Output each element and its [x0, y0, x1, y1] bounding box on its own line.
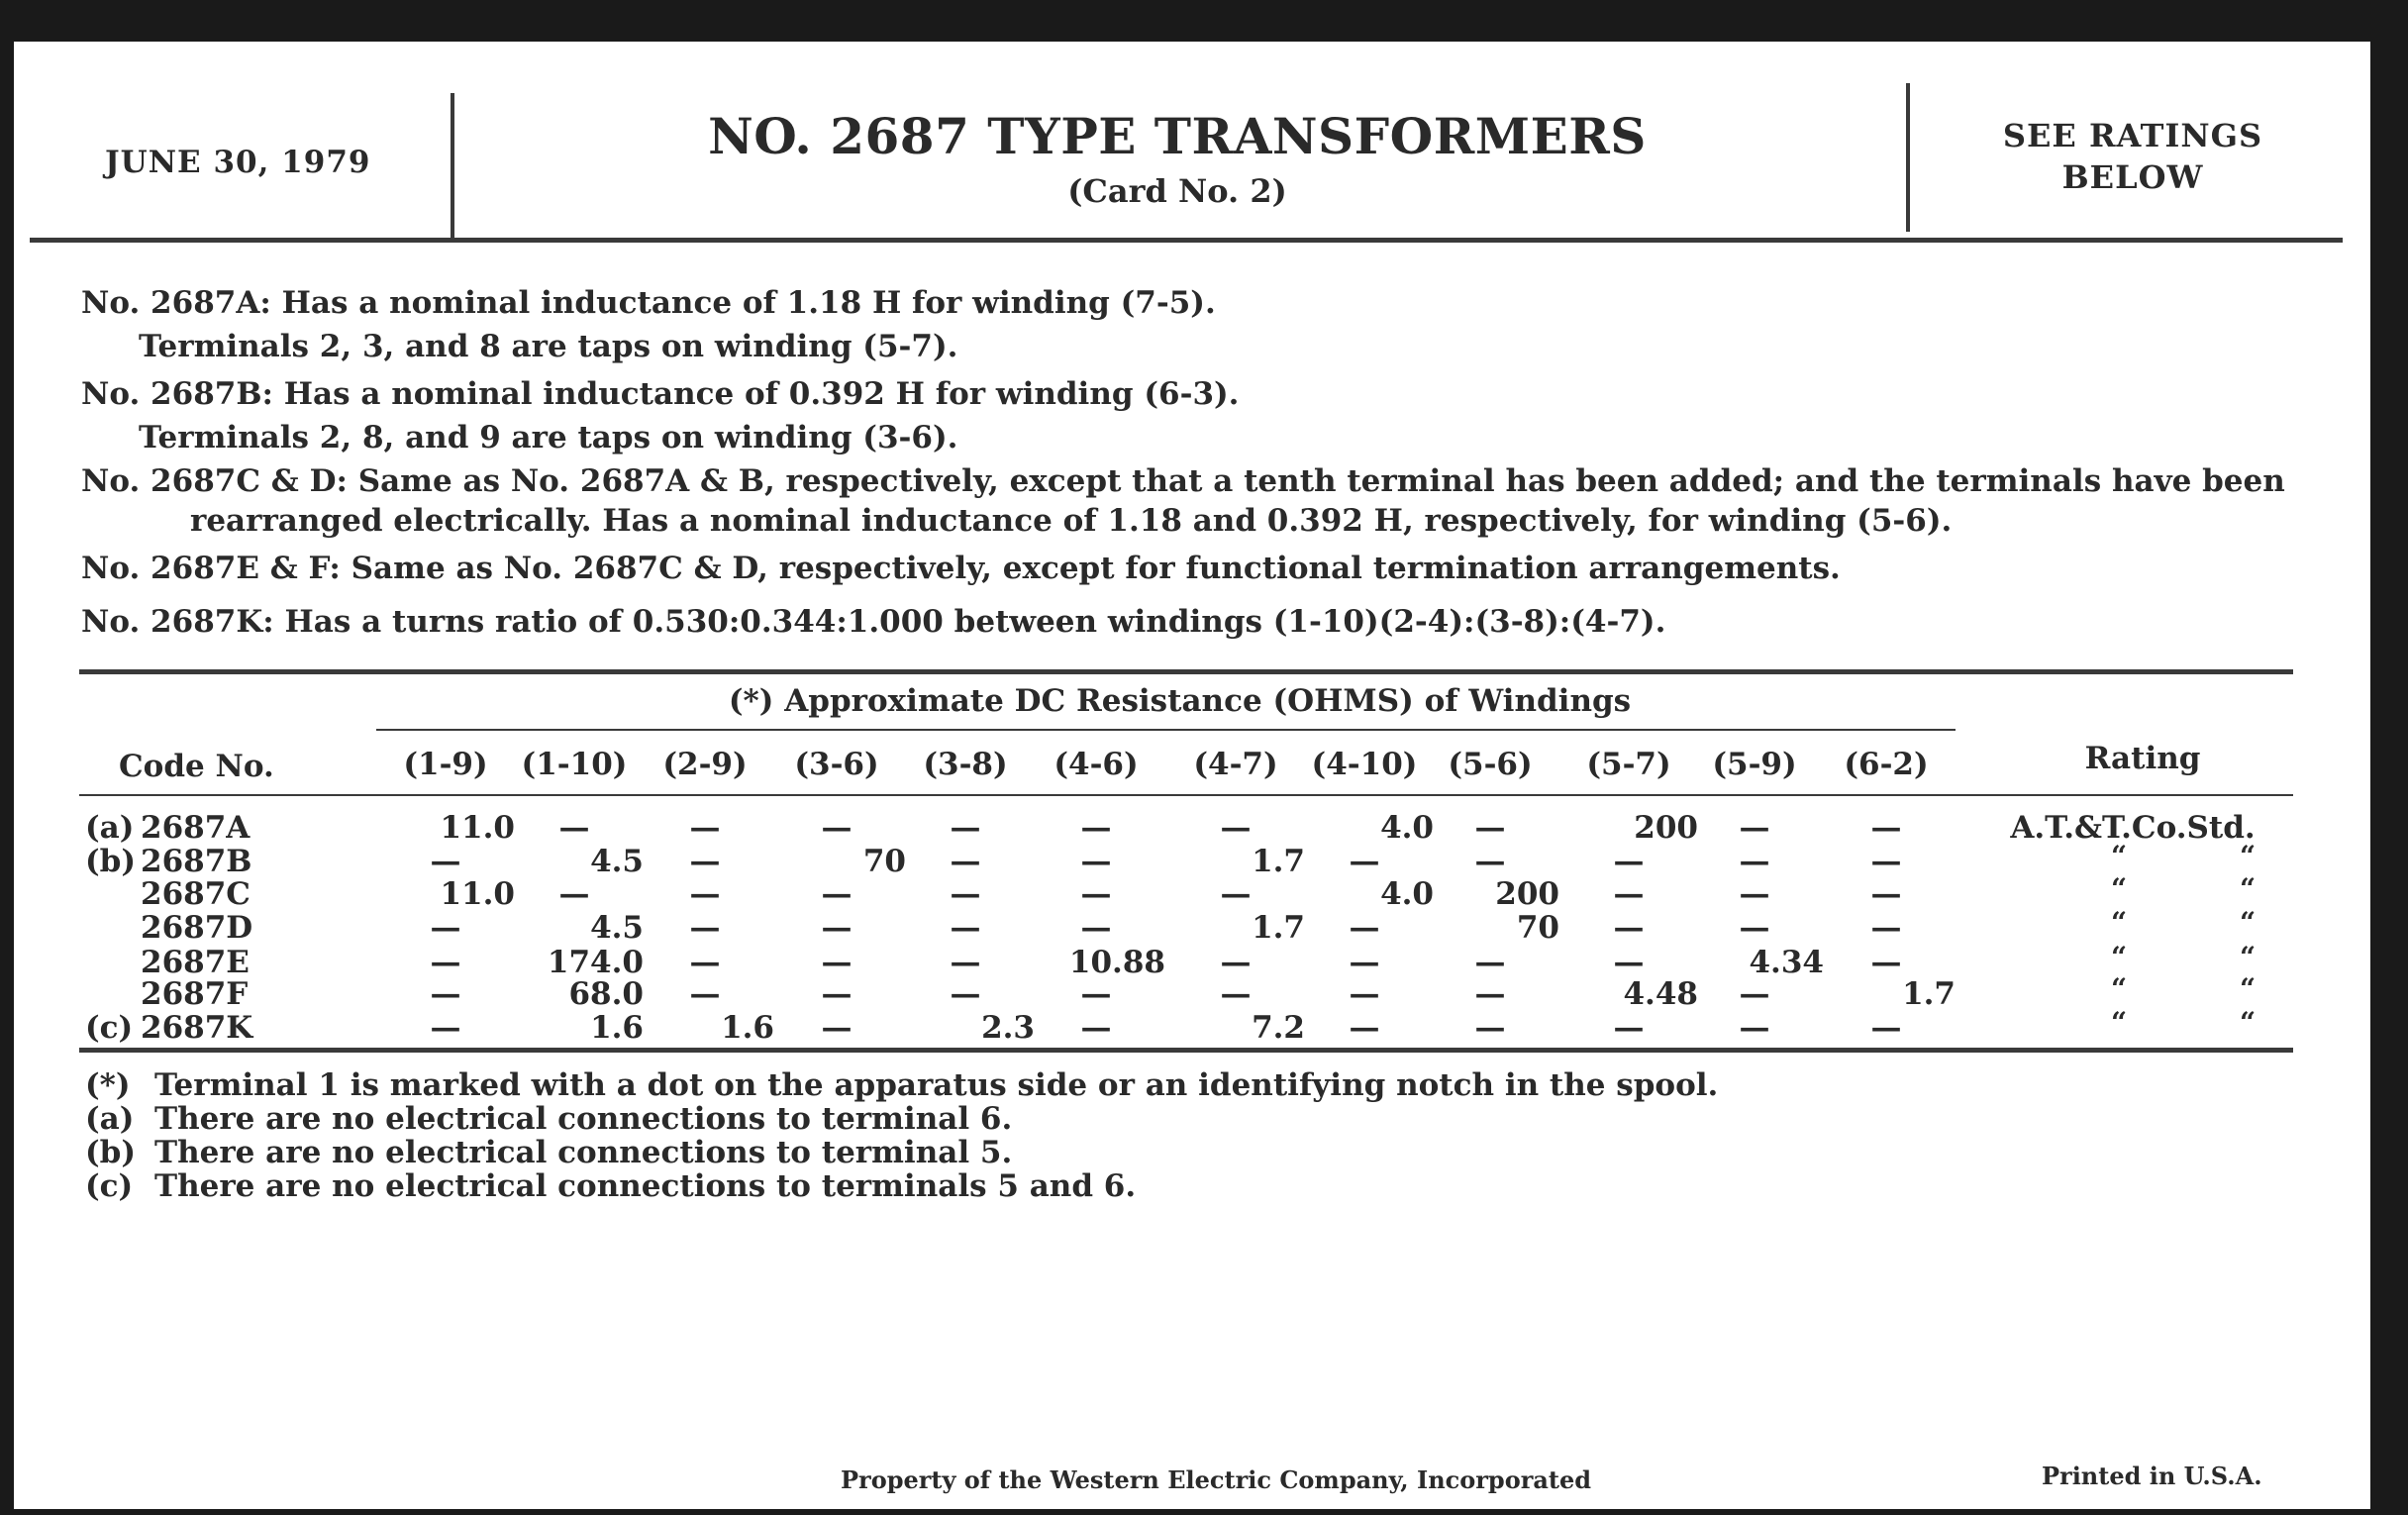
ditto-mark: “	[2111, 872, 2128, 905]
resistance-cell: —	[1739, 1010, 1770, 1046]
resistance-cell: —	[950, 910, 981, 946]
ditto-mark: “	[2240, 941, 2257, 973]
card-title: NO. 2687 TYPE TRANSFORMERS	[708, 107, 1647, 165]
col-header-1-9: (1-9)	[403, 747, 488, 782]
resistance-cell: 200	[1495, 876, 1559, 912]
resistance-cell: —	[821, 810, 853, 846]
col-header-5-6: (5-6)	[1448, 747, 1533, 782]
ditto-mark: “	[2111, 972, 2128, 1005]
col-header-4-7: (4-7)	[1193, 747, 1278, 782]
code-cell	[85, 844, 251, 879]
resistance-cell: 70	[1516, 910, 1559, 946]
code-cell	[85, 1010, 252, 1046]
table-row	[14, 1006, 2370, 1046]
rating-cell: A.T.&T.Co.Std.	[2010, 810, 2256, 846]
resistance-cell: —	[1613, 844, 1645, 879]
ditto-mark: “	[2111, 840, 2128, 872]
resistance-cell: —	[558, 810, 590, 846]
table-row	[14, 972, 2370, 1012]
resistance-cell: 4.48	[1623, 976, 1698, 1012]
resistance-cell: —	[1870, 945, 1902, 980]
ditto-mark: “	[2240, 840, 2257, 872]
rating-header: Rating	[2084, 741, 2201, 776]
resistance-cell: —	[430, 844, 461, 879]
footnote-text: There are no electrical connections to terminal 6.	[154, 1101, 1013, 1137]
col-header-5-9: (5-9)	[1712, 747, 1797, 782]
resistance-cell: —	[430, 945, 461, 980]
resistance-cell: —	[950, 876, 981, 912]
resistance-cell: —	[1613, 1010, 1645, 1046]
col-header-4-6: (4-6)	[1054, 747, 1139, 782]
resistance-cell: —	[1349, 945, 1380, 980]
table-top-rule	[79, 669, 2293, 674]
footnote-mark: (a)	[85, 1101, 135, 1137]
resistance-cell: —	[430, 910, 461, 946]
footnote-mark: (c)	[85, 1168, 134, 1204]
description-2687a-taps: Terminals 2, 3, and 8 are taps on winding (5-7).	[139, 329, 958, 364]
description-2687k: No. 2687K: Has a turns ratio of 0.530:0.344:1.000 between windings (1-10)(2-4):(3-8):(4-7).	[81, 604, 1666, 640]
table-row	[14, 872, 2370, 912]
resistance-cell: —	[430, 1010, 461, 1046]
ditto-mark: “	[2240, 972, 2257, 1005]
resistance-cell: —	[1349, 1010, 1380, 1046]
code-cell	[85, 810, 250, 846]
resistance-cell: 4.5	[590, 910, 644, 946]
ditto-mark: “	[2240, 872, 2257, 905]
code-value: 2687D	[141, 910, 253, 946]
footnote-text: Terminal 1 is marked with a dot on the apparatus side or an identifying notch in the spool.	[154, 1067, 1719, 1103]
property-notice: Property of the Western Electric Company, Incorporated	[841, 1465, 1592, 1494]
ditto-mark: “	[2240, 906, 2257, 939]
table-row	[14, 906, 2370, 946]
col-header-6-2: (6-2)	[1844, 747, 1929, 782]
code-prefix: (b)	[85, 844, 137, 879]
resistance-cell: —	[1739, 976, 1770, 1012]
resistance-cell: 7.2	[1252, 1010, 1305, 1046]
col-header-3-8: (3-8)	[923, 747, 1008, 782]
transformer-spec-card	[14, 42, 2370, 1509]
resistance-cell: 11.0	[440, 810, 515, 846]
code-value: 2687F	[141, 976, 249, 1012]
resistance-cell: —	[1080, 876, 1112, 912]
resistance-cell: —	[1870, 910, 1902, 946]
code-value: 2687B	[141, 844, 252, 879]
resistance-cell: —	[1220, 810, 1252, 846]
footnote-mark: (b)	[85, 1135, 137, 1170]
resistance-cell: —	[1349, 910, 1380, 946]
resistance-cell: 4.34	[1749, 945, 1824, 980]
resistance-cell: —	[821, 910, 853, 946]
resistance-cell: —	[821, 976, 853, 1012]
footnote-b	[85, 1135, 1012, 1170]
resistance-cell: —	[558, 876, 590, 912]
table-bottom-rule	[79, 1048, 2293, 1053]
code-value: 2687E	[141, 945, 250, 980]
description-2687cd-cont: rearranged electrically. Has a nominal inductance of 1.18 and 0.392 H, respectively, for winding (5-6).	[190, 503, 1953, 539]
col-header-1-10: (1-10)	[521, 747, 628, 782]
resistance-cell: —	[1613, 910, 1645, 946]
code-value: 2687K	[141, 1010, 253, 1046]
resistance-cell: —	[1474, 844, 1506, 879]
description-2687a: No. 2687A: Has a nominal inductance of 1.18 H for winding (7-5).	[81, 285, 1216, 321]
resistance-cell: —	[689, 876, 721, 912]
code-prefix: (c)	[85, 1010, 134, 1046]
resistance-cell: —	[950, 945, 981, 980]
resistance-cell: —	[689, 945, 721, 980]
description-2687b-taps: Terminals 2, 8, and 9 are taps on winding (3-6).	[139, 420, 958, 455]
resistance-cell: 11.0	[440, 876, 515, 912]
code-cell	[85, 876, 251, 912]
resistance-cell: —	[1080, 976, 1112, 1012]
resistance-cell: —	[1080, 1010, 1112, 1046]
card-date: JUNE 30, 1979	[105, 145, 371, 180]
resistance-cell: —	[1349, 976, 1380, 1012]
resistance-cell: —	[689, 810, 721, 846]
description-2687b: No. 2687B: Has a nominal inductance of 0.392 H for winding (6-3).	[81, 376, 1240, 412]
ditto-mark: “	[2240, 1006, 2257, 1039]
resistance-cell: —	[1613, 876, 1645, 912]
ditto-mark: “	[2111, 941, 2128, 973]
resistance-group-header: (*) Approximate DC Resistance (OHMS) of Windings	[728, 683, 1632, 719]
col-header-2-9: (2-9)	[662, 747, 748, 782]
resistance-cell: —	[1870, 810, 1902, 846]
resistance-cell: 2.3	[981, 1010, 1035, 1046]
table-row	[14, 810, 2370, 844]
resistance-cell: 174.0	[547, 945, 644, 980]
group-header-rule	[376, 729, 1956, 731]
resistance-cell: —	[821, 1010, 853, 1046]
header-divider-right	[1906, 83, 1910, 232]
card-subtitle: (Card No. 2)	[1067, 172, 1287, 210]
col-header-4-10: (4-10)	[1311, 747, 1418, 782]
resistance-cell: 4.0	[1380, 876, 1434, 912]
resistance-cell: 10.88	[1068, 945, 1165, 980]
footnote-mark: (*)	[85, 1067, 131, 1103]
resistance-cell: —	[1474, 976, 1506, 1012]
resistance-cell: 1.6	[590, 1010, 644, 1046]
col-header-3-6: (3-6)	[794, 747, 879, 782]
header-rule	[30, 238, 2343, 243]
description-2687ef: No. 2687E & F: Same as No. 2687C & D, respectively, except for functional termination arrangements.	[81, 551, 1841, 586]
resistance-cell: —	[1220, 876, 1252, 912]
resistance-cell: —	[950, 844, 981, 879]
resistance-cell: —	[1474, 810, 1506, 846]
resistance-cell: —	[430, 976, 461, 1012]
resistance-cell: —	[1220, 945, 1252, 980]
code-value: 2687A	[141, 810, 251, 846]
resistance-cell: —	[1870, 876, 1902, 912]
resistance-cell: —	[1349, 844, 1380, 879]
resistance-cell: —	[689, 910, 721, 946]
resistance-cell: 4.5	[590, 844, 644, 879]
footnote-a	[85, 1101, 1012, 1137]
resistance-cell: —	[821, 945, 853, 980]
code-no-header: Code No.	[119, 749, 274, 784]
resistance-cell: —	[950, 810, 981, 846]
resistance-cell: 4.0	[1380, 810, 1434, 846]
resistance-cell: —	[1739, 876, 1770, 912]
resistance-cell: —	[1474, 945, 1506, 980]
resistance-cell: —	[1870, 1010, 1902, 1046]
resistance-cell: —	[1220, 976, 1252, 1012]
resistance-cell: 1.6	[721, 1010, 774, 1046]
printed-notice: Printed in U.S.A.	[2042, 1462, 2262, 1490]
description-2687cd: No. 2687C & D: Same as No. 2687A & B, respectively, except that a tenth terminal has been added; and the terminals have been	[81, 463, 2285, 499]
resistance-cell: —	[821, 876, 853, 912]
code-cell	[85, 910, 252, 946]
resistance-cell: 1.7	[1902, 976, 1956, 1012]
resistance-cell: —	[1870, 844, 1902, 879]
footnote-asterisk	[85, 1067, 1718, 1103]
ditto-mark: “	[2111, 1006, 2128, 1039]
column-header-rule	[79, 794, 2293, 796]
resistance-cell: 70	[862, 844, 906, 879]
footnote-c	[85, 1168, 1136, 1204]
resistance-cell: —	[1613, 945, 1645, 980]
resistance-cell: —	[1080, 910, 1112, 946]
code-value: 2687C	[141, 876, 251, 912]
footnote-text: There are no electrical connections to terminal 5.	[154, 1135, 1013, 1170]
code-prefix: (a)	[85, 810, 135, 846]
resistance-cell: —	[1474, 1010, 1506, 1046]
ratings-note-line2: BELOW	[2061, 158, 2204, 196]
resistance-cell: —	[1739, 810, 1770, 846]
table-row	[14, 941, 2370, 980]
table-row	[14, 840, 2370, 879]
footnote-text: There are no electrical connections to terminals 5 and 6.	[154, 1168, 1137, 1204]
resistance-cell: 200	[1634, 810, 1698, 846]
resistance-cell: 1.7	[1252, 910, 1305, 946]
resistance-cell: —	[1739, 910, 1770, 946]
resistance-cell: —	[1080, 844, 1112, 879]
ditto-mark: “	[2111, 906, 2128, 939]
col-header-5-7: (5-7)	[1586, 747, 1671, 782]
resistance-cell: —	[1739, 844, 1770, 879]
resistance-cell: 1.7	[1252, 844, 1305, 879]
resistance-cell: 68.0	[568, 976, 644, 1012]
resistance-cell: —	[689, 844, 721, 879]
code-cell	[85, 945, 250, 980]
resistance-cell: —	[1080, 810, 1112, 846]
resistance-cell: —	[689, 976, 721, 1012]
code-cell	[85, 976, 248, 1012]
ratings-note-line1: SEE RATINGS	[2002, 117, 2263, 154]
resistance-cell: —	[950, 976, 981, 1012]
